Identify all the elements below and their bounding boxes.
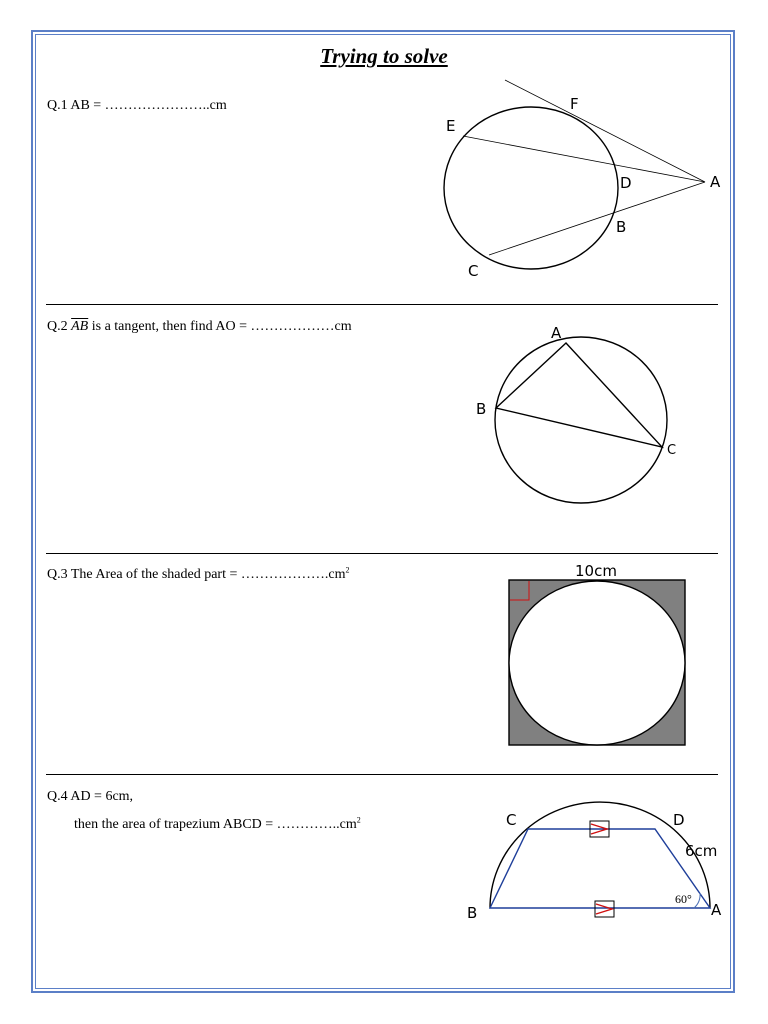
q2-triangle (496, 343, 662, 447)
q4-label-c: C (506, 811, 517, 829)
q4-angle-label: 60° (675, 892, 692, 906)
q3-side-label: 10cm (575, 562, 617, 580)
q2-prefix: Q.2 (47, 319, 72, 334)
q4-label-b: B (467, 904, 478, 922)
q1-label-c: C (468, 262, 479, 280)
q4-label-a: A (711, 901, 722, 919)
question-4-line1: Q.4 AD = 6cm, (47, 789, 134, 804)
q1-label-d: D (620, 174, 632, 192)
q3-text: Q.3 The Area of the shaded part = ……………….cm (47, 567, 346, 582)
q2-label-b: B (476, 400, 487, 418)
q1-label-f: F (570, 95, 579, 113)
q4-side-label: 6cm (685, 842, 718, 860)
q1-label-b: B (616, 218, 627, 236)
q1-label-a: A (710, 173, 721, 191)
q2-label-c: C (667, 443, 677, 458)
q4-sup: 2 (356, 815, 361, 825)
page-title: Trying to solve (320, 44, 448, 68)
q2-circle (495, 337, 667, 503)
q1-secant-c (489, 182, 705, 255)
q1-circle (444, 107, 618, 269)
q2-figure (495, 337, 667, 503)
q4-angle-arc (694, 893, 700, 908)
q1-tangent-line (505, 80, 705, 182)
q1-secant-e (463, 136, 705, 182)
q4-bottom-marker (596, 904, 612, 914)
q2-segment: $\overline{AB}$ (71, 319, 89, 334)
q2-label-a: A (551, 324, 562, 342)
q4-text: then the area of trapezium ABCD = …………..cm (74, 817, 357, 832)
q3-sup: 2 (345, 565, 350, 575)
q2-text: is a tangent, then find AO = ………………cm (88, 319, 352, 334)
question-1: Q.1 AB = …………………..cm (47, 98, 227, 113)
q1-label-e: E (446, 117, 456, 135)
q3-circle (509, 581, 685, 745)
q4-label-d: D (673, 811, 685, 829)
